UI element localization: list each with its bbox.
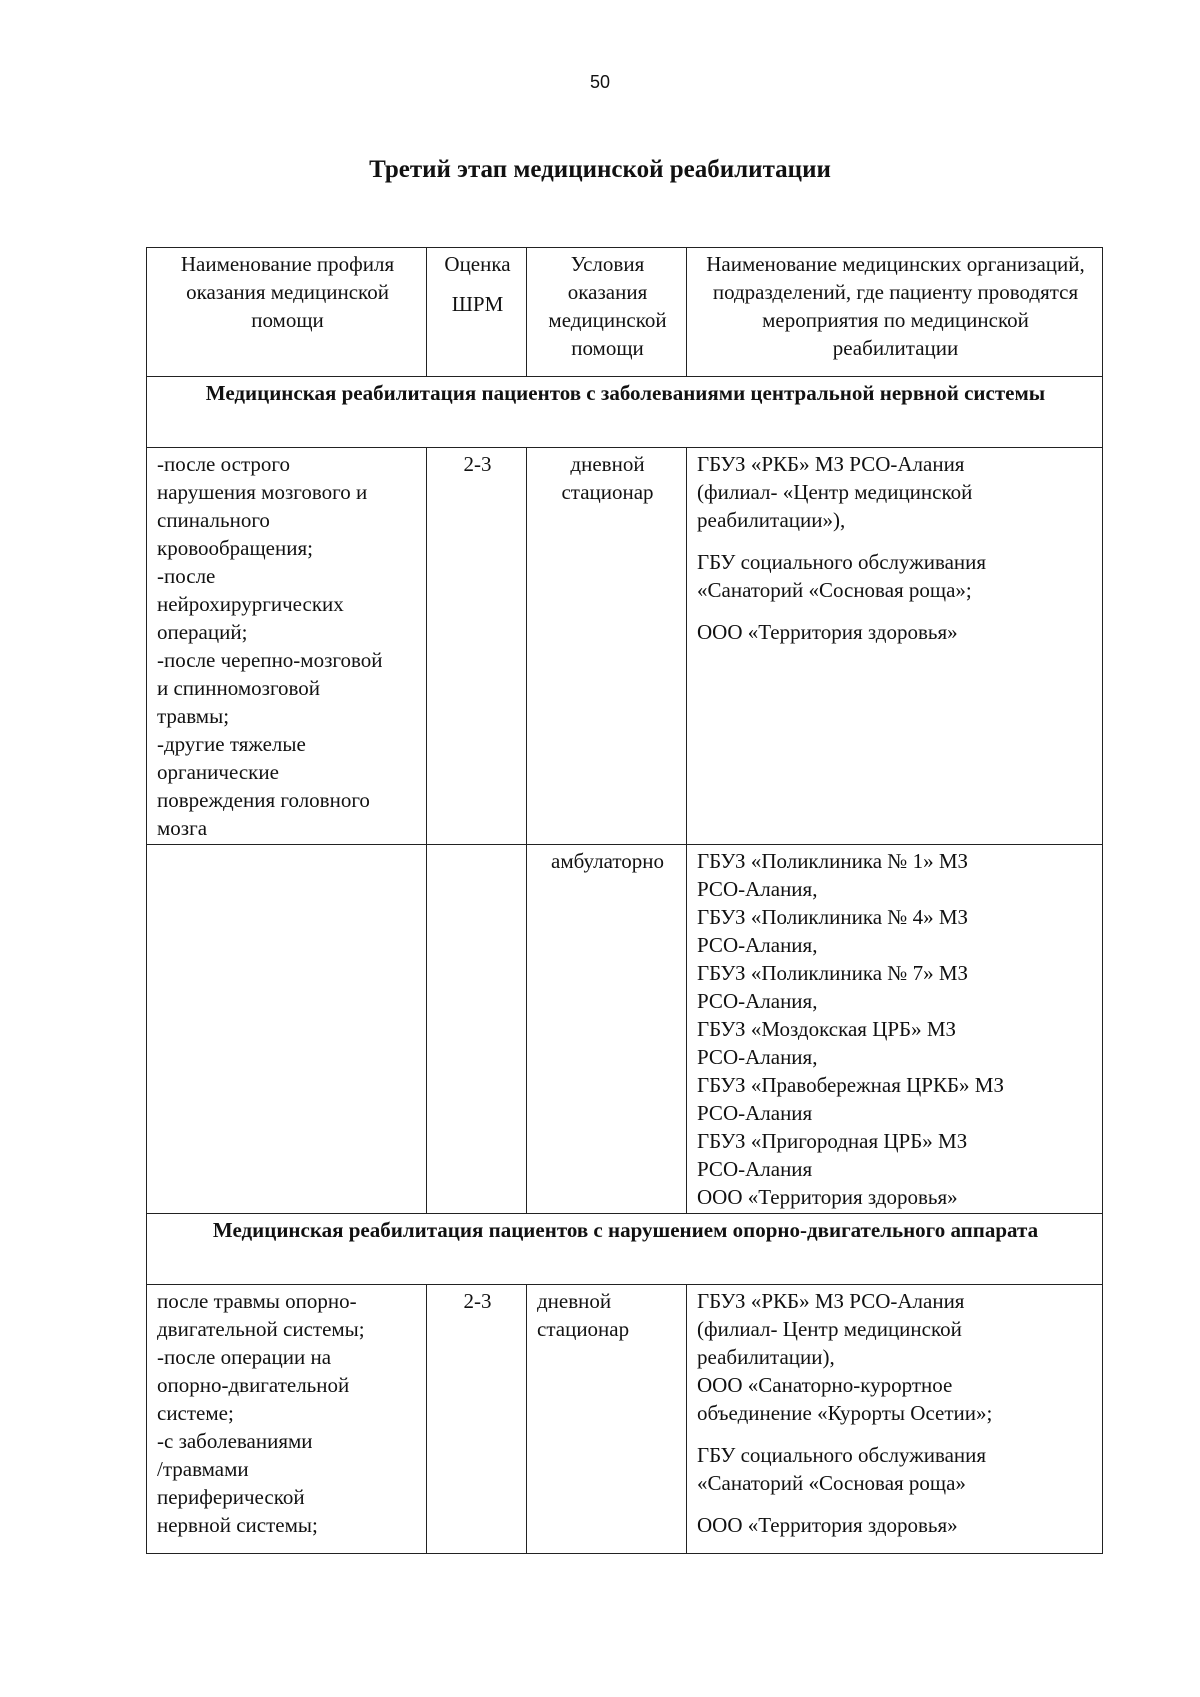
header-score-line1: Оценка [444,252,511,276]
section-title-row [147,1214,1103,1285]
header-score-line2: ШРМ [451,292,504,316]
header-organizations: Наименование медицинских организаций, подразделений, где пациенту проводятся мероприятия по медицинской реабилитации [687,248,1103,377]
condition-cell: амбулаторно [527,845,687,1214]
profile-cell [147,845,427,1214]
table-row [147,1285,1103,1554]
condition-cell: дневной стационар [527,1285,687,1554]
organization-entry: ГБУЗ «РКБ» МЗ РСО-Алания (филиал- «Центр медицинской реабилитации»), [697,452,973,532]
score-cell: 2-3 [427,448,527,845]
organization-entry: ГБУ социального обслуживания «Санаторий «Сосновая роща»; [697,550,987,602]
table-row [147,845,1103,1214]
page-title: Третий этап медицинской реабилитации [369,156,831,183]
organizations-cell [687,845,1103,1214]
table-row [147,448,1103,845]
score-cell [427,845,527,1214]
organizations-cell [687,448,1103,845]
organization-entry: ГБУЗ «Поликлиника № 1» МЗ РСО-Алания, ГБУЗ «Поликлиника № 4» МЗ РСО-Алания, ГБУЗ «Поликлиника № 7» МЗ РСО-Алания, ГБУЗ «Моздокская ЦРБ» МЗ РСО-Алания, ГБУЗ «Правобережная ЦРКБ» МЗ РСО-Алания ГБУЗ «Пригородная ЦРБ» МЗ РСО-Алания ООО «Территория здоровья» [697,849,1004,1209]
organization-entry: ООО «Территория здоровья» [697,1513,958,1537]
organization-entry: ООО «Территория здоровья» [697,620,958,644]
section-title-musculoskeletal: Медицинская реабилитация пациентов с нарушением опорно-двигательного аппарата [147,1214,1103,1285]
rehabilitation-table [146,247,1103,1554]
header-conditions: Условия оказания медицинской помощи [527,248,687,377]
organization-entry: ГБУ социального обслуживания «Санаторий «Сосновая роща» [697,1443,987,1495]
section-title-row [147,377,1103,448]
page-number: 50 [589,72,611,92]
profile-cell: после травмы опорно- двигательной системы; -после операции на опорно-двигательной системе; -с заболеваниями /травмами периферической нервной системы; [147,1285,427,1554]
header-profile: Наименование профиля оказания медицинской помощи [147,248,427,377]
section-title-cns: Медицинская реабилитация пациентов с заболеваниями центральной нервной системы [147,377,1103,448]
score-cell: 2-3 [427,1285,527,1554]
table-header-row [147,248,1103,377]
header-score [427,248,527,377]
profile-cell: -после острого нарушения мозгового и спинального кровообращения; -после нейрохирургических операций; -после черепно-мозговой и спинномозговой травмы; -другие тяжелые органические повреждения головного мозга [147,448,427,845]
condition-cell: дневной стационар [527,448,687,845]
organizations-cell [687,1285,1103,1554]
organization-entry: ГБУЗ «РКБ» МЗ РСО-Алания (филиал- Центр медицинской реабилитации), ООО «Санаторно-курортное объединение «Курорты Осетии»; [697,1289,993,1425]
